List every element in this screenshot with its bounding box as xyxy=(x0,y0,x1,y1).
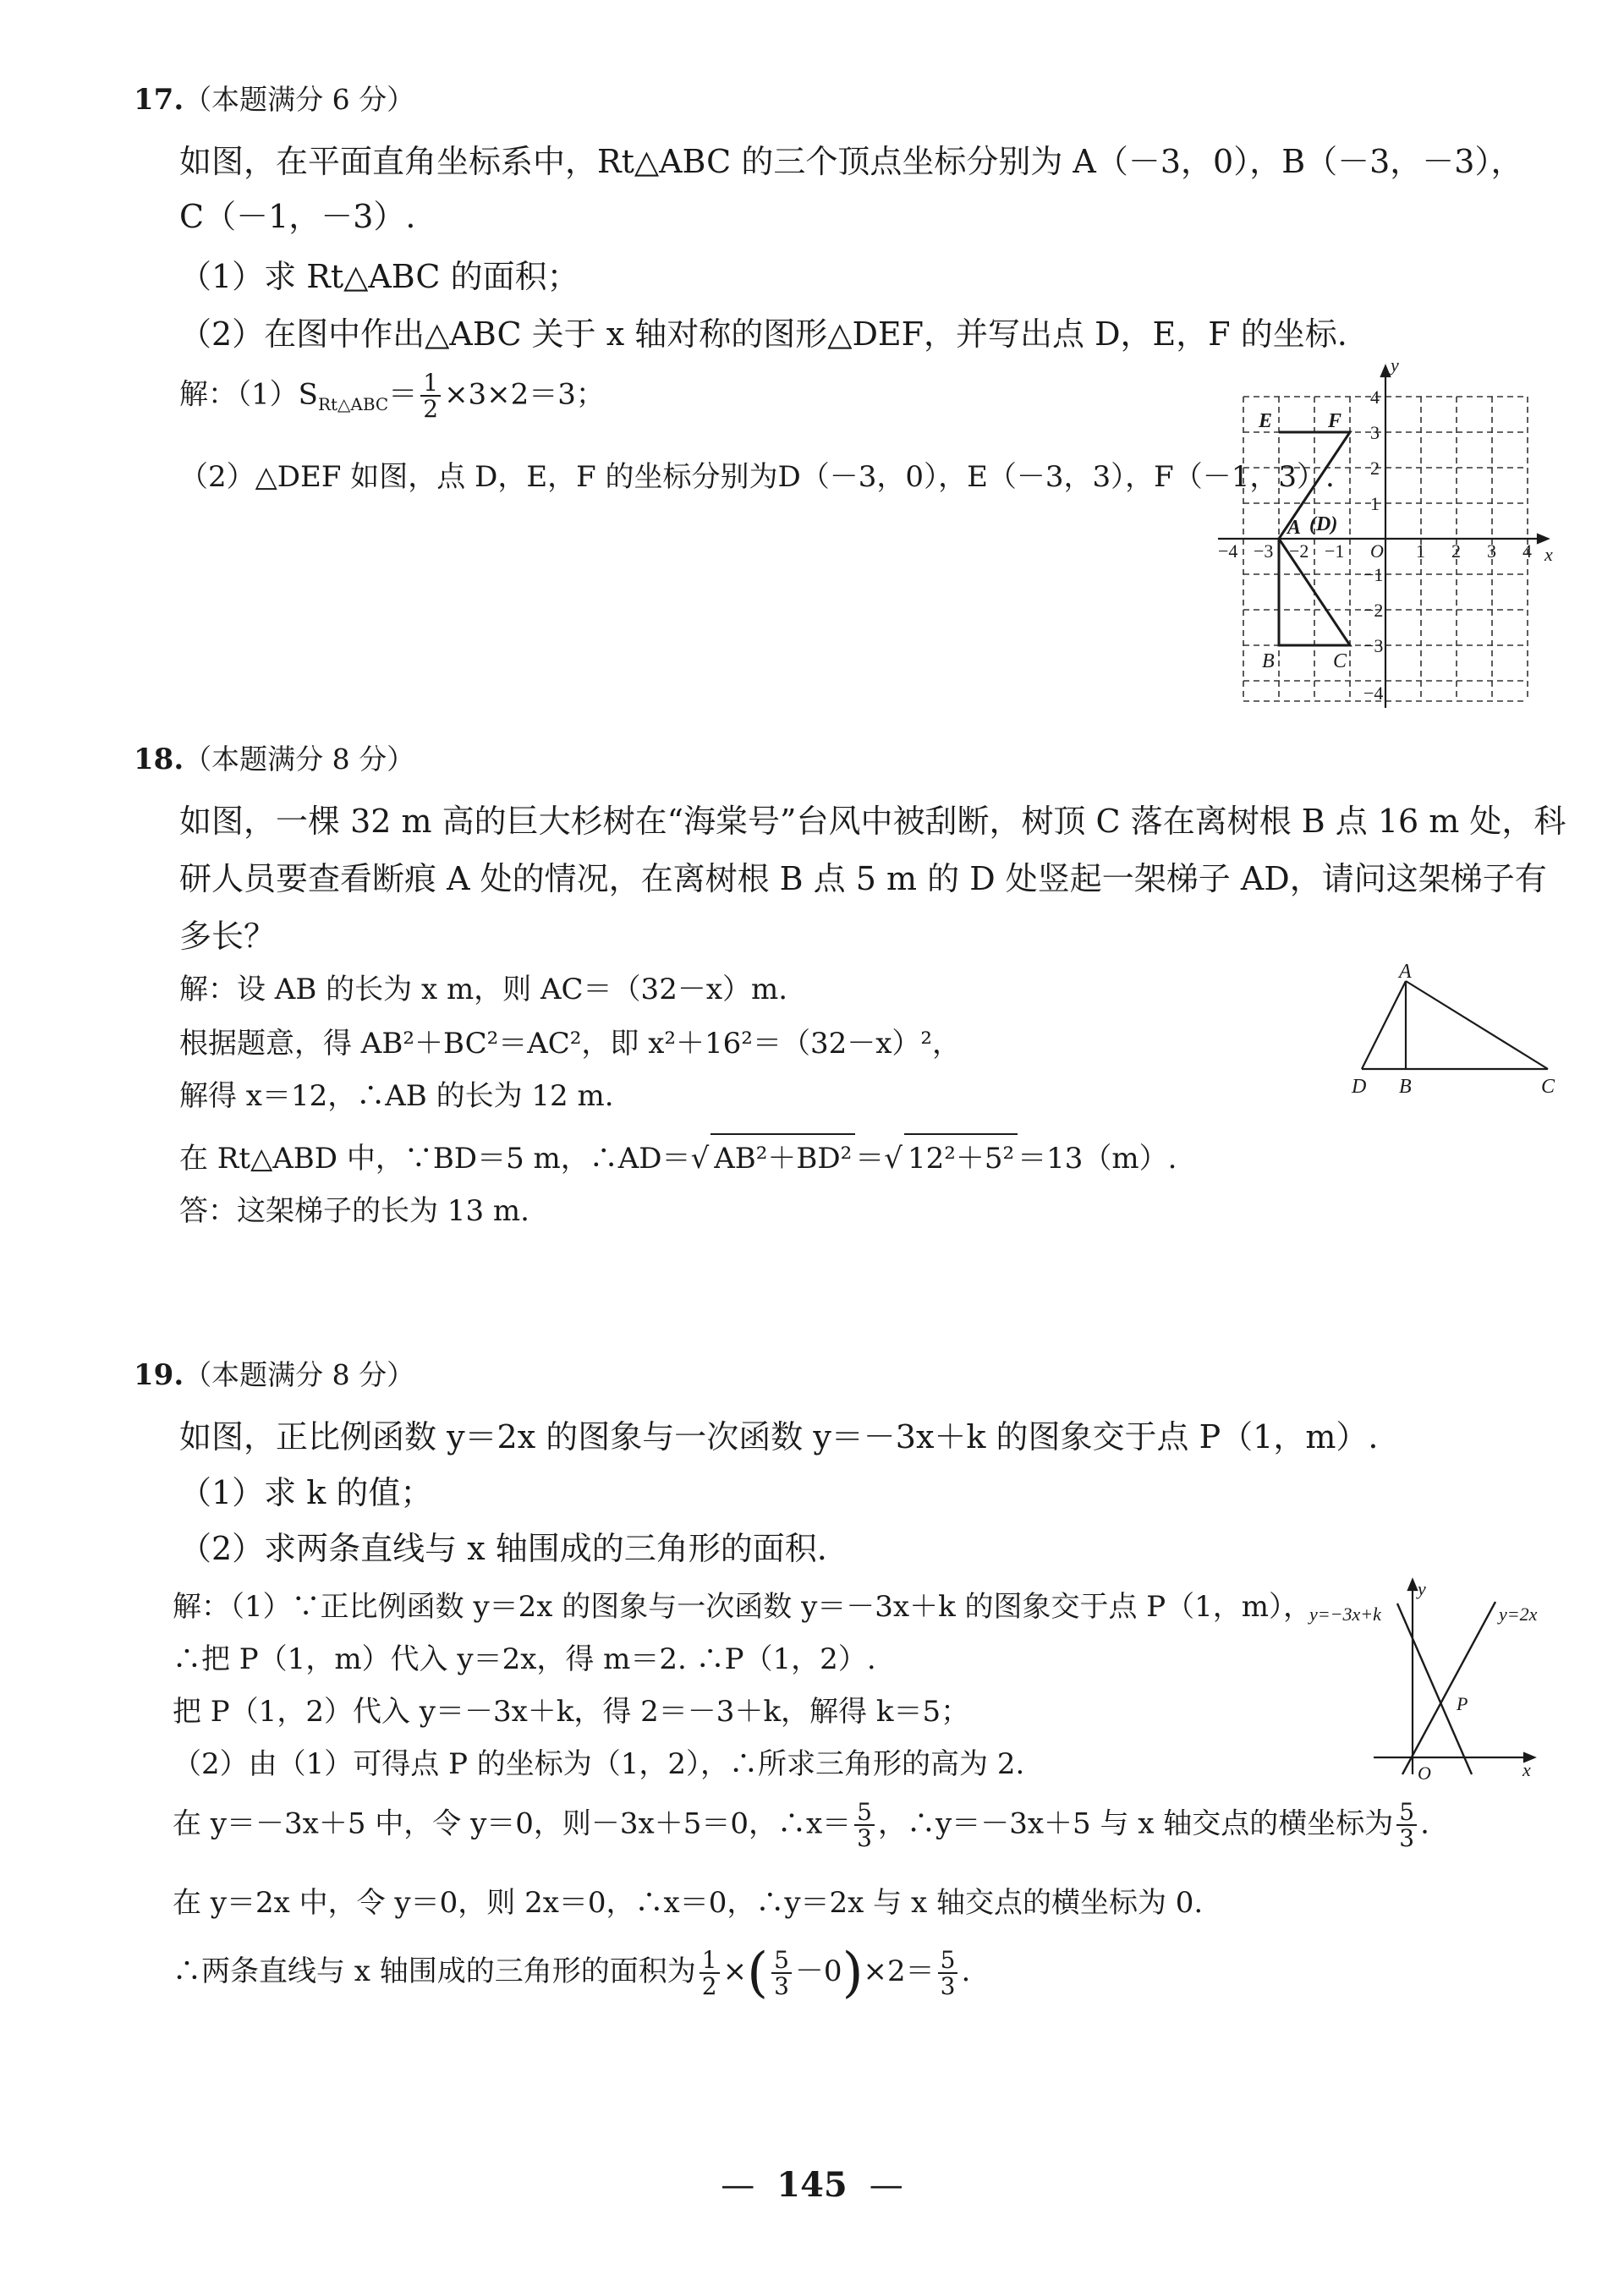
y-tick-2: 2 xyxy=(1370,458,1380,479)
x-tick-m4: −4 xyxy=(1218,540,1238,562)
x-tick-m1: −1 xyxy=(1325,540,1345,562)
label-P: P xyxy=(1457,1693,1468,1714)
q17-heading xyxy=(134,78,414,118)
origin-label: O xyxy=(1418,1762,1431,1784)
label-F: F xyxy=(1328,410,1342,432)
q17-sol1-prefix: 解：（1）S xyxy=(179,377,318,412)
x-axis-label: x xyxy=(1522,1759,1531,1780)
q17-sol1-fraction xyxy=(420,370,441,422)
label-B: B xyxy=(1399,1076,1412,1098)
q19-sol7-frac1 xyxy=(700,1945,720,2000)
y-tick-4: 4 xyxy=(1370,386,1380,408)
q18-solution-2: 根据题意，得 AB²＋BC²＝AC²，即 x²＋16²＝（32－x）²， xyxy=(179,1027,962,1061)
q19-points: （本题满分 8 分） xyxy=(184,1358,415,1391)
q19-solution-5 xyxy=(173,1800,1429,1851)
y-axis-label: y xyxy=(1391,359,1399,376)
label-A: A xyxy=(1287,517,1302,539)
q19-sol7-lparen: ( xyxy=(747,1942,769,2004)
q17-part1: （1）求 Rt△ABC 的面积； xyxy=(179,258,579,295)
frac-num: 5 xyxy=(1396,1800,1417,1826)
y-tick-1: 1 xyxy=(1370,493,1380,514)
q17-sol1-eq: ＝ xyxy=(388,377,418,412)
q19-solution-7 xyxy=(173,1942,970,2004)
q17-sol1-subscript: Rt△ABC xyxy=(317,394,389,415)
q17-stem-line2: C（－1，－3）. xyxy=(179,198,416,235)
q19-number: 19. xyxy=(134,1358,184,1392)
x-tick-2: 2 xyxy=(1451,540,1461,562)
q19-sol7-times: × xyxy=(722,1954,748,1988)
x-tick-3: 3 xyxy=(1487,540,1496,562)
q19-stem: 如图，正比例函数 y＝2x 的图象与一次函数 y＝－3x＋k 的图象交于点 P（1，m）. xyxy=(179,1418,1379,1455)
y-tick-3: 3 xyxy=(1370,422,1380,443)
q19-sol7-minus0: －0 xyxy=(794,1954,842,1988)
q18-stem-line1: 如图，一棵 32 m 高的巨大杉树在“海棠号”台风中被刮断，树顶 C 落在离树根 B 点 16 m 处，科 xyxy=(179,803,1566,840)
label-C: C xyxy=(1333,650,1347,672)
q19-solution-1: 解：（1）∵正比例函数 y＝2x 的图象与一次函数 y＝－3x＋k 的图象交于点 P（1，m）， xyxy=(173,1590,1313,1624)
q18-answer: 答：这架梯子的长为 13 m. xyxy=(179,1194,529,1228)
label-A: A xyxy=(1399,964,1412,983)
q18-sol4-radical2: 12²＋5² xyxy=(904,1133,1018,1176)
q17-part2: （2）在图中作出△ABC 关于 x 轴对称的图形△DEF，并写出点 D，E，F 的坐标. xyxy=(179,315,1347,353)
label-E: E xyxy=(1259,410,1273,432)
q18-sol4-post: ＝13（m）. xyxy=(1018,1142,1177,1176)
label-D: (D) xyxy=(1309,513,1338,535)
x-tick-m3: −3 xyxy=(1254,540,1274,562)
q19-solution-3: 把 P（1，2）代入 y＝－3x＋k，得 2＝－3＋k，解得 k＝5； xyxy=(173,1695,970,1729)
frac-den: 3 xyxy=(857,1824,872,1853)
q19-sol7-frac3 xyxy=(938,1945,958,2000)
q17-coordinate-grid xyxy=(1210,359,1565,715)
q19-sol7-times2: ×2＝ xyxy=(863,1954,935,1988)
q19-sol7-rparen: ) xyxy=(842,1942,864,2004)
footer-dash-left: — xyxy=(721,2166,755,2205)
y-tick-m3: −3 xyxy=(1363,635,1384,656)
q19-sol5-c: . xyxy=(1420,1806,1429,1841)
x-tick-m2: −2 xyxy=(1289,540,1309,562)
q18-points: （本题满分 8 分） xyxy=(184,743,415,776)
page-footer xyxy=(0,2165,1624,2205)
label-D: D xyxy=(1352,1076,1367,1098)
q18-number: 18. xyxy=(134,743,184,776)
q18-sol4-pre: 在 Rt△ABD 中，∵BD＝5 m，∴AD＝ xyxy=(179,1142,691,1176)
q19-sol5-frac1 xyxy=(854,1800,875,1851)
frac-num: 5 xyxy=(771,1948,792,1974)
q19-solution-6: 在 y＝2x 中，令 y＝0，则 2x＝0，∴x＝0，∴y＝2x 与 x 轴交点的横坐标为 0. xyxy=(173,1886,1204,1920)
graph-labels xyxy=(1308,1578,1538,1784)
q17-solution-2: （2）△DEF 如图，点 D，E，F 的坐标分别为D（－3，0），E（－3，3），F（－1，3）. xyxy=(179,460,1335,494)
q18-solution-1: 解：设 AB 的长为 x m，则 AC＝（32－x）m. xyxy=(179,973,788,1006)
origin-label: O xyxy=(1370,540,1384,562)
frac-num: 1 xyxy=(700,1948,720,1974)
q17-solution-1 xyxy=(179,370,605,422)
triangle-lines xyxy=(1362,981,1548,1069)
q18-solution-3: 解得 x＝12，∴AB 的长为 12 m. xyxy=(179,1079,614,1113)
x-tick-1: 1 xyxy=(1416,540,1425,562)
q19-sol7-frac2 xyxy=(771,1945,792,2000)
frac-den: 3 xyxy=(940,1972,956,2000)
label-line2: y=2x xyxy=(1499,1603,1538,1625)
frac-den: 2 xyxy=(423,395,439,424)
y-tick-m2: −2 xyxy=(1363,600,1384,621)
q18-stem-line2: 研人员要查看断痕 A 处的情况，在离树根 B 点 5 m 的 D 处竖起一架梯子 AD，请问这架梯子有 xyxy=(179,860,1547,897)
q19-part2: （2）求两条直线与 x 轴围成的三角形的面积. xyxy=(179,1530,827,1567)
q17-stem-line1: 如图，在平面直角坐标系中，Rt△ABC 的三个顶点坐标分别为 A（－3，0），B（－3，－3）， xyxy=(179,143,1523,180)
q18-sol4-radical1: AB²＋BD² xyxy=(710,1133,855,1176)
q19-function-graph xyxy=(1303,1573,1582,1784)
q19-sol7-end: . xyxy=(961,1954,971,1988)
frac-den: 3 xyxy=(774,1972,789,2000)
label-line1: y=−3x+k xyxy=(1309,1603,1381,1625)
q19-sol5-frac2 xyxy=(1396,1800,1417,1851)
frac-num: 5 xyxy=(854,1800,875,1826)
q19-sol7-a: ∴两条直线与 x 轴围成的三角形的面积为 xyxy=(173,1954,696,1988)
q18-heading xyxy=(134,737,414,777)
frac-den: 2 xyxy=(701,1972,717,2000)
label-B: B xyxy=(1262,650,1275,672)
y-tick-m4: −4 xyxy=(1363,682,1384,704)
q19-sol5-b: ，∴y＝－3x＋5 与 x 轴交点的横坐标为 xyxy=(877,1806,1394,1841)
footer-dash-right: — xyxy=(869,2166,903,2205)
q18-stem-line3: 多长？ xyxy=(179,918,277,955)
y-tick-m1: −1 xyxy=(1363,564,1384,585)
q17-sol1-rest: ×3×2＝3； xyxy=(444,377,605,412)
label-C: C xyxy=(1541,1076,1555,1098)
frac-num: 5 xyxy=(938,1948,958,1974)
q17-number: 17. xyxy=(134,83,184,117)
q17-points: （本题满分 6 分） xyxy=(184,83,415,116)
page-number: 145 xyxy=(776,2165,848,2205)
q19-sol5-a: 在 y＝－3x＋5 中，令 y＝0，则－3x＋5＝0，∴x＝ xyxy=(173,1806,852,1841)
q19-heading xyxy=(134,1353,414,1393)
frac-num: 1 xyxy=(420,370,441,397)
q18-solution-4: 在 Rt△ABD 中，∵BD＝5 m，∴AD＝√ AB²＋BD² ＝√ 12²＋5² ＝13（m）. xyxy=(179,1133,1177,1176)
x-axis-label: x xyxy=(1544,544,1553,565)
frac-den: 3 xyxy=(1399,1824,1415,1853)
q19-solution-4: （2）由（1）可得点 P 的坐标为（1，2），∴所求三角形的高为 2. xyxy=(173,1747,1025,1781)
q19-solution-2: ∴把 P（1，m）代入 y＝2x，得 m＝2. ∴P（1，2）. xyxy=(173,1642,876,1676)
q19-part1: （1）求 k 的值； xyxy=(179,1474,433,1511)
q18-tree-figure xyxy=(1345,964,1565,1099)
q18-sol4-mid: ＝ xyxy=(855,1142,885,1176)
y-axis-label: y xyxy=(1418,1578,1426,1599)
x-tick-4: 4 xyxy=(1522,540,1532,562)
